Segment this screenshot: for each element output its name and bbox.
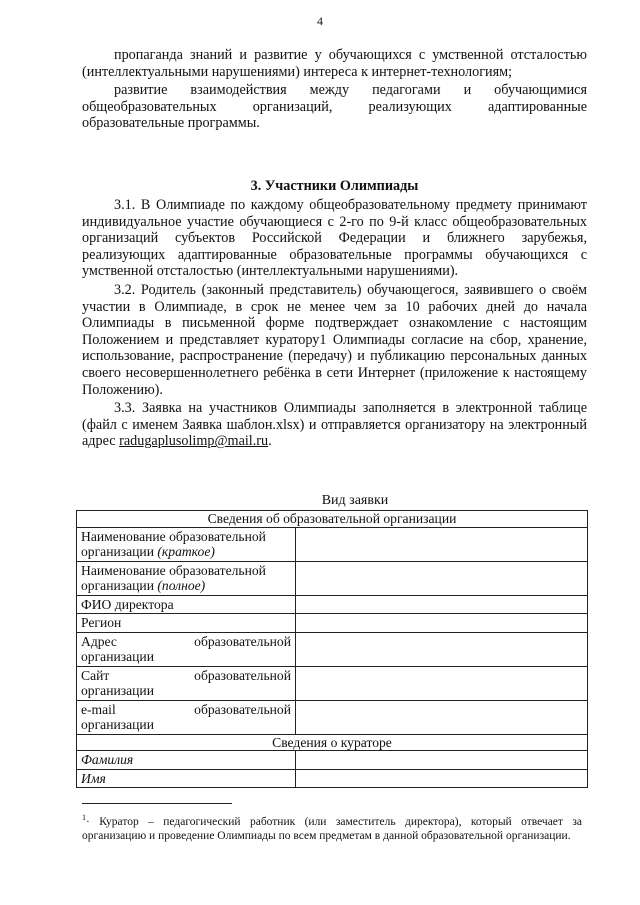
value-cell[interactable] — [296, 527, 588, 561]
label-text: Наименование образовательной организации — [81, 528, 266, 559]
email-link[interactable]: radugaplusolimp@mail.ru — [119, 433, 269, 450]
row-label — [77, 632, 296, 666]
table-row — [77, 751, 588, 770]
footnote — [82, 811, 582, 843]
table-row — [77, 632, 588, 666]
table-row — [77, 561, 588, 595]
paragraph-text: 3.3. Заявка на участников Олимпиады заполняется в электронной таблице (файл с именем Заявка шаблон.xlsx) и отправляется организатору на электронный адрес — [82, 400, 587, 450]
row-label — [77, 700, 296, 734]
label-line — [81, 634, 291, 650]
label-word: образовательной — [194, 633, 291, 649]
intro-paragraph: развитие взаимодействия между педагогами и обучающимися общеобразовательных организаций, реализующих адаптированные образовательные программы. — [82, 82, 587, 132]
page-number: 4 — [317, 14, 323, 28]
value-cell[interactable] — [296, 614, 588, 633]
application-form-table — [76, 510, 588, 788]
label-line: организации — [81, 717, 154, 732]
intro-text-block — [82, 47, 587, 134]
value-cell[interactable] — [296, 769, 588, 788]
label-italic: (полное) — [157, 578, 206, 593]
footnote-marker: 1 — [82, 813, 86, 822]
label-word: Адрес — [81, 633, 117, 649]
label-line — [81, 668, 291, 684]
table-row — [77, 527, 588, 561]
row-label: ФИО директора — [77, 595, 296, 614]
row-label — [77, 666, 296, 700]
paragraph-end: . — [268, 433, 272, 450]
value-cell[interactable] — [296, 666, 588, 700]
label-line: организации — [81, 649, 154, 664]
label-word: образовательной — [194, 667, 291, 683]
value-cell[interactable] — [296, 751, 588, 770]
section-paragraph: 3.2. Родитель (законный представитель) обучающегося, заявившего о своём участии в Олимпиаде, в срок не менее чем за 10 рабочих дней до начала Олимпиады в письменной форме подтверждает ознакомление с настоящим Положением и представляет куратору1 Олимпиады согласие на сбор, хранение, использование, распространение (передачу) и публикацию персональных данных своего несовершеннолетнего ребёнка в сети Интернет (приложение к настоящему Положению). — [82, 281, 587, 398]
value-cell[interactable] — [296, 632, 588, 666]
label-word: образовательной — [194, 701, 291, 717]
row-label: Имя — [77, 769, 296, 788]
table-caption: Вид заявки — [321, 493, 389, 508]
footnote-text: · Куратор – педагогический работник (или заместитель директора), который отвечает за организацию и проведение Олимпиады по всем предметам в данной образовательной организации. — [82, 815, 582, 842]
value-cell[interactable] — [296, 561, 588, 595]
table-row — [77, 700, 588, 734]
value-cell[interactable] — [296, 700, 588, 734]
curator-section-header: Сведения о кураторе — [77, 734, 588, 751]
table-row — [77, 614, 588, 633]
table-row — [77, 595, 588, 614]
section-heading: 3. Участники Олимпиады — [250, 178, 419, 194]
intro-paragraph: пропаганда знаний и развитие у обучающихся с умственной отсталостью (интеллектуальными нарушениями) интереса к интернет-технологиям; — [82, 47, 587, 80]
label-text: Наименование образовательной организации — [81, 562, 266, 593]
footnote-divider — [82, 803, 232, 804]
table-section-row — [77, 511, 588, 528]
table-section-row — [77, 734, 588, 751]
section-text-block — [82, 197, 587, 452]
table-row — [77, 666, 588, 700]
label-word: e-mail — [81, 701, 116, 717]
row-label — [77, 561, 296, 595]
row-label — [77, 527, 296, 561]
table-row — [77, 769, 588, 788]
section-paragraph-3-3 — [82, 400, 587, 450]
label-line — [81, 702, 291, 718]
row-label: Регион — [77, 614, 296, 633]
label-italic: (краткое) — [157, 544, 215, 559]
value-cell[interactable] — [296, 595, 588, 614]
label-line: организации — [81, 683, 154, 698]
section-paragraph: 3.1. В Олимпиаде по каждому общеобразовательному предмету принимают индивидуальное участие обучающиеся с 2-го по 9-й класс общеобразовательных организаций субъектов Российской Федерации и ближнего зарубежья, реализующих адаптированные образовательные программы обучающихся с умственной отсталостью (интеллектуальными нарушениями). — [82, 197, 587, 280]
org-section-header: Сведения об образовательной организации — [77, 511, 588, 528]
label-word: Сайт — [81, 667, 110, 683]
row-label: Фамилия — [77, 751, 296, 770]
